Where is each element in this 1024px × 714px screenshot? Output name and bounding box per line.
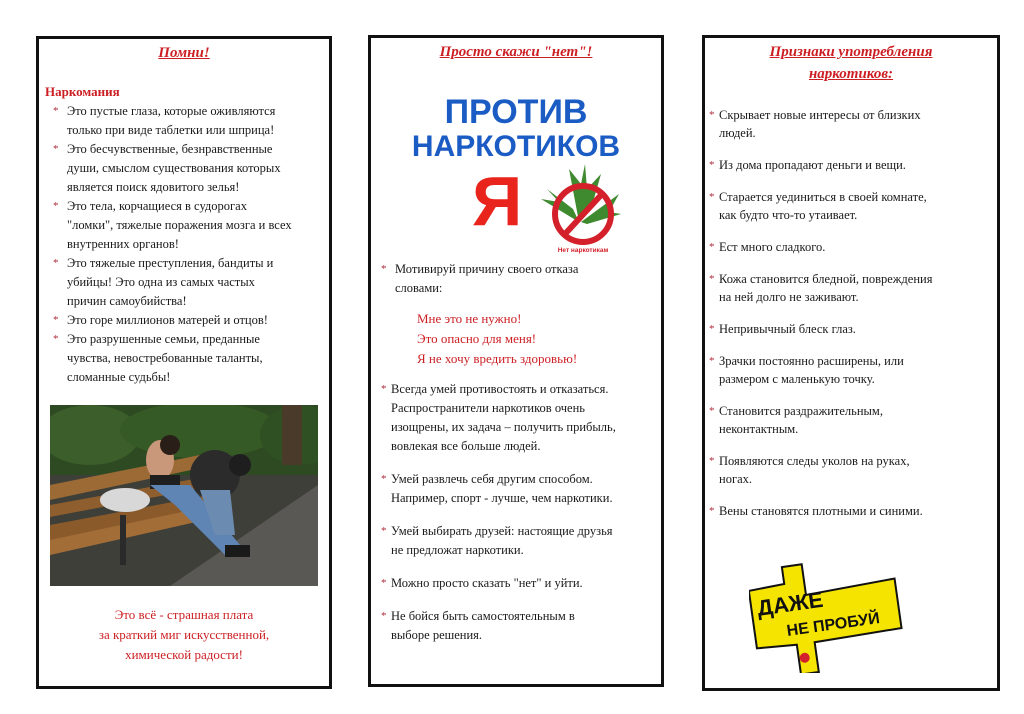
item-line: выборе решения.: [391, 628, 483, 642]
panel-just-say-no: [368, 35, 664, 687]
list-item: [381, 574, 663, 593]
list-item: [381, 522, 663, 560]
list-item: [709, 270, 999, 306]
refusal-quote: Я не хочу вредить здоровью!: [417, 351, 578, 366]
refusal-quote: Мне это не нужно!: [417, 311, 522, 326]
bullet-star-icon: *: [709, 159, 715, 171]
item-line: как будто что-то утаивает.: [719, 208, 858, 222]
item-line: причин самоубийства!: [67, 294, 187, 308]
item-line: Это бесчувственные, безнравственные: [67, 142, 273, 156]
list-item: [709, 502, 999, 520]
list-item: [381, 607, 663, 645]
item-line: Появляются следы уколов на руках,: [719, 454, 910, 468]
logo-line-1: ПРОТИВ: [444, 93, 588, 131]
item-line: сломанные судьбы!: [67, 370, 171, 384]
list-item: [709, 320, 999, 338]
bullet-star-icon: *: [53, 314, 59, 326]
item-line: вовлекая все больше людей.: [391, 439, 541, 453]
item-line: Это горе миллионов матерей и отцов!: [67, 313, 268, 327]
item-line: Это тела, корчащиеся в судорогах: [67, 199, 247, 213]
closing-caption: [39, 605, 329, 665]
bullet-star-icon: *: [381, 383, 387, 395]
list-item: [709, 402, 999, 438]
item-line: только при виде таблетки или шприца!: [67, 123, 275, 137]
bullet-star-icon: *: [381, 577, 387, 589]
item-line: внутренних органов!: [67, 237, 179, 251]
panel-remember: [36, 36, 332, 689]
item-line: Мотивируй причину своего отказа: [395, 262, 579, 276]
item-line: убийцы! Это одна из самых частых: [67, 275, 255, 289]
bullet-star-icon: *: [709, 273, 715, 285]
bullet-star-icon: *: [709, 241, 715, 253]
item-line: Это разрушенные семьи, преданные: [67, 332, 260, 346]
bullet-star-icon: *: [709, 323, 715, 335]
sticker-line-2: НЕ ПРОБУЙ: [785, 610, 881, 640]
item-line: души, смыслом существования которых: [67, 161, 281, 175]
list-item: [709, 452, 999, 488]
item-line: Это тяжелые преступления, бандиты и: [67, 256, 274, 270]
item-line: на ней долго не заживают.: [719, 290, 859, 304]
list-item: [709, 156, 999, 174]
logo-ya-letter: Я: [472, 162, 523, 240]
list-item: [53, 254, 333, 311]
sign-text: Нет наркотикам: [557, 247, 609, 254]
panel-title: Просто скажи "нет"!: [439, 44, 593, 60]
item-line: Скрывает новые интересы от близких: [719, 108, 921, 122]
list-item: [381, 470, 663, 508]
list-item: [53, 140, 333, 197]
list-item: [53, 197, 333, 254]
bullet-star-icon: *: [381, 473, 387, 485]
list-item: [53, 311, 333, 330]
item-line: Из дома пропадают деньги и вещи.: [719, 158, 906, 172]
item-line: словами:: [395, 281, 443, 295]
item-line: Зрачки постоянно расширены, или: [719, 354, 904, 368]
item-line: Кожа становится бледной, повреждения: [719, 272, 933, 286]
list-item: [381, 260, 661, 298]
bullet-star-icon: *: [53, 143, 59, 155]
item-line: ногах.: [719, 472, 752, 486]
logo-line-2: НАРКОТИКОВ: [411, 130, 621, 163]
item-line: "ломки", тяжелые поражения мозга и всех: [67, 218, 292, 232]
panel-title-line-2: наркотиков:: [808, 66, 894, 82]
bullet-star-icon: *: [381, 610, 387, 622]
item-line: чувства, невостребованные таланты,: [67, 351, 263, 365]
item-line: является поиск ядовитого зелья!: [67, 180, 240, 194]
bullet-star-icon: *: [709, 455, 715, 467]
item-line: Непривычный блеск глаз.: [719, 322, 856, 336]
caption-line: за краткий миг искусственной,: [98, 627, 270, 642]
bullet-star-icon: *: [709, 505, 715, 517]
item-line: Вены становятся плотными и синими.: [719, 504, 923, 518]
list-item: [709, 106, 999, 142]
dont-even-try-sticker: [749, 558, 909, 673]
item-line: Это пустые глаза, которые оживляются: [67, 104, 276, 118]
item-line: Распространители наркотиков очень: [391, 401, 585, 415]
no-drugs-sign-icon: [539, 164, 623, 254]
item-line: Становится раздражительным,: [719, 404, 883, 418]
list-item: [709, 188, 999, 224]
item-line: изощрены, их задача – получить прибыль,: [391, 420, 616, 434]
caption-line: Это всё - страшная плата: [114, 607, 254, 622]
item-line: Умей развлечь себя другим способом.: [391, 472, 593, 486]
item-line: Например, спорт - лучше, чем наркотики.: [391, 491, 613, 505]
sticker-line-1: ДАЖЕ: [755, 586, 825, 621]
list-item: [709, 352, 999, 388]
item-line: Ест много сладкого.: [719, 240, 826, 254]
bullet-star-icon: *: [53, 333, 59, 345]
bullet-star-icon: *: [53, 257, 59, 269]
item-line: Всегда умей противостоять и отказаться.: [391, 382, 609, 396]
panel-title: Помни!: [158, 45, 210, 61]
item-line: людей.: [719, 126, 756, 140]
item-line: неконтактным.: [719, 422, 799, 436]
item-line: не предложат наркотики.: [391, 543, 524, 557]
bullet-star-icon: *: [709, 109, 715, 121]
photo-addicts-on-bench: [50, 405, 318, 586]
bullet-star-icon: *: [709, 355, 715, 367]
caption-line: химической радости!: [125, 647, 243, 662]
bullet-star-icon: *: [381, 263, 387, 275]
bullet-star-icon: *: [53, 105, 59, 117]
list-item: [709, 238, 999, 256]
list-item: [53, 102, 333, 140]
item-line: Умей выбирать друзей: настоящие друзья: [391, 524, 613, 538]
bullet-star-icon: *: [381, 525, 387, 537]
item-line: Не бойся быть самостоятельным в: [391, 609, 575, 623]
bullet-star-icon: *: [53, 200, 59, 212]
panel-title-line-1: Признаки употребления: [769, 44, 933, 60]
refusal-quote: Это опасно для меня!: [417, 331, 537, 346]
list-item: [381, 380, 663, 456]
section-heading: Наркомания: [45, 84, 120, 99]
list-item: [53, 330, 333, 387]
item-line: Старается уединиться в своей комнате,: [719, 190, 927, 204]
item-line: Можно просто сказать "нет" и уйти.: [391, 576, 583, 590]
bullet-star-icon: *: [709, 191, 715, 203]
bullet-star-icon: *: [709, 405, 715, 417]
item-line: размером с маленькую точку.: [719, 372, 875, 386]
panel-signs-of-use: [702, 35, 1000, 691]
